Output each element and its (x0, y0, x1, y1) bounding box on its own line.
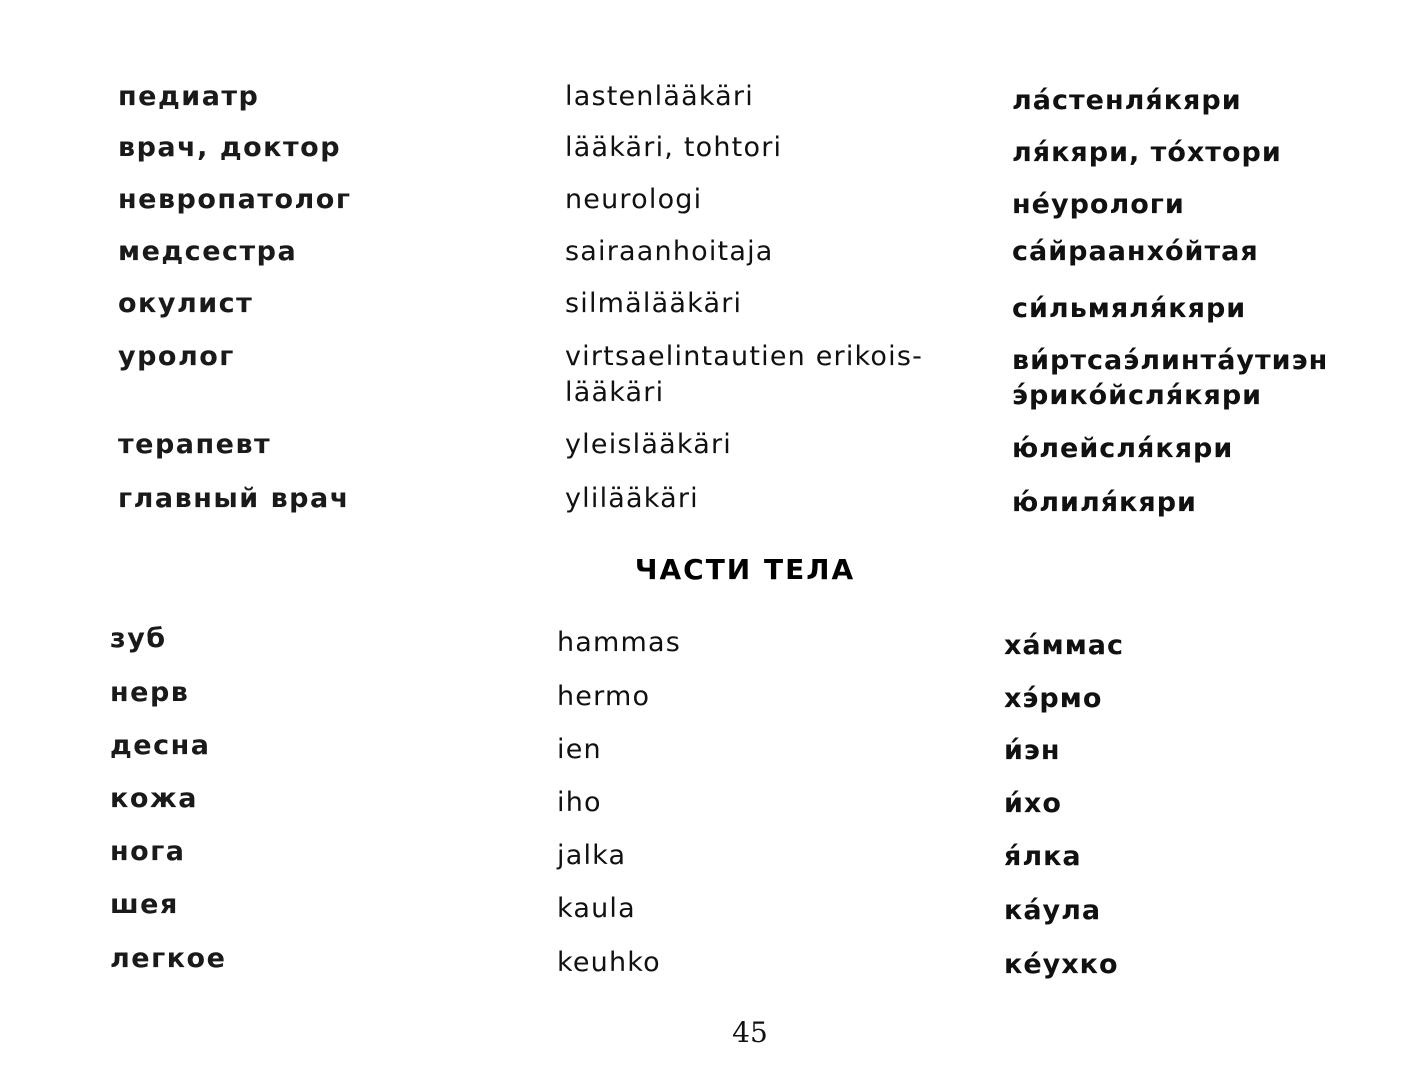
table-row (0, 942, 1420, 1002)
transcription: са́йраанхо́йтая (1012, 236, 1259, 267)
transcription: ка́ула (1004, 895, 1102, 926)
finnish-term: iho (557, 787, 602, 818)
transcription: ке́ухко (1004, 949, 1119, 980)
finnish-term: jalka (557, 840, 627, 871)
table-row (0, 287, 1420, 347)
transcription: и́хо (1004, 788, 1062, 819)
russian-term: кожа (110, 783, 198, 814)
table-row (0, 183, 1420, 243)
russian-term: терапевт (118, 429, 272, 460)
finnish-term: hermo (557, 681, 651, 712)
transcription: ля́кяри, то́хтори (1012, 137, 1282, 168)
finnish-term-continued: lääkäri (565, 377, 665, 408)
finnish-term: hammas (557, 627, 682, 658)
page-number: 45 (732, 1016, 768, 1049)
table-row (0, 782, 1420, 842)
russian-term: нога (110, 836, 186, 867)
transcription-continued: э́рико́йсля́кяри (1012, 380, 1263, 411)
russian-term: врач, доктор (118, 132, 342, 163)
russian-term: педиатр (118, 81, 260, 112)
table-row (0, 676, 1420, 736)
transcription: хэ́рмо (1004, 683, 1103, 714)
transcription: ви́ртсаэ́линта́утиэн (1012, 345, 1329, 376)
finnish-term: ylilääkäri (565, 483, 699, 514)
russian-term: нерв (110, 677, 190, 708)
table-row (0, 428, 1420, 488)
table-row (0, 235, 1420, 295)
table-row (0, 888, 1420, 948)
transcription: ха́ммас (1004, 630, 1124, 661)
table-row (0, 622, 1420, 682)
russian-term: зуб (110, 623, 167, 654)
russian-term: легкое (110, 943, 227, 974)
transcription: я́лка (1004, 841, 1082, 872)
table-row (0, 340, 1420, 420)
finnish-term: lastenlääkäri (565, 81, 754, 112)
russian-term: главный врач (118, 483, 350, 514)
table-row (0, 131, 1420, 191)
finnish-term: neurologi (565, 184, 703, 215)
table-row (0, 729, 1420, 789)
table-row (0, 835, 1420, 895)
russian-term: десна (110, 730, 211, 761)
finnish-term: silmälääkäri (565, 288, 743, 319)
russian-term: окулист (118, 288, 254, 319)
russian-term: уролог (118, 341, 235, 372)
finnish-term: sairaanhoitaja (565, 236, 774, 267)
table-row (0, 482, 1420, 542)
russian-term: невропатолог (118, 184, 352, 215)
russian-term: шея (110, 889, 179, 920)
transcription: ла́стенля́кяри (1012, 85, 1242, 116)
section-heading: ЧАСТИ ТЕЛА (634, 553, 856, 586)
russian-term: медсестра (118, 236, 298, 267)
finnish-term: kaula (557, 893, 636, 924)
finnish-term: keuhko (557, 947, 661, 978)
transcription: си́льмяля́кяри (1012, 293, 1247, 324)
finnish-term: yleislääkäri (565, 429, 732, 460)
transcription: и́эн (1004, 735, 1061, 766)
finnish-term: lääkäri, tohtori (565, 132, 783, 163)
transcription: не́урологи (1012, 189, 1185, 220)
transcription: ю́лиля́кяри (1012, 487, 1197, 518)
finnish-term: virtsaelintautien erikois- (565, 341, 924, 372)
transcription: ю́лейсля́кяри (1012, 433, 1234, 464)
finnish-term: ien (557, 734, 602, 765)
